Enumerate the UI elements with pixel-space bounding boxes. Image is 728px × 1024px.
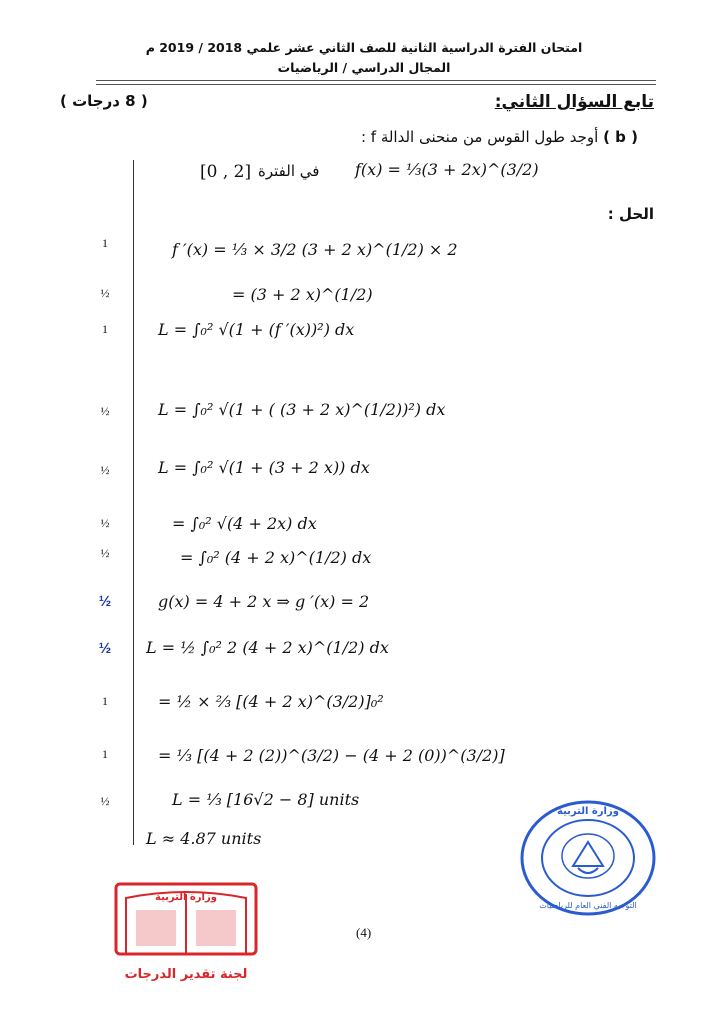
- solution-line-6: = ∫₀² √(4 + 2x) dx: [172, 514, 317, 533]
- part-b-text: أوجد طول القوس من منحنى الدالة f :: [360, 128, 599, 146]
- solution-line-1: f ′(x) = ⅓ × 3/2 (3 + 2 x)^(1/2) × 2: [172, 240, 458, 259]
- mark-9-handwritten: ½: [98, 640, 112, 657]
- solution-line-7: = ∫₀² (4 + 2 x)^(1/2) dx: [180, 548, 372, 567]
- exam-header-line2: المجال الدراسي / الرياضيات: [277, 60, 451, 75]
- grade-label: ( 8 درجات ): [60, 92, 148, 110]
- mark-6: ½: [100, 516, 110, 530]
- ministry-seal-stamp: [518, 798, 658, 918]
- function-definition: f(x) = ⅓(3 + 2x)^(3/2): [355, 160, 539, 179]
- mark-2: ½: [100, 286, 110, 300]
- mark-5: ½: [100, 463, 110, 477]
- mark-3: 1: [102, 322, 108, 336]
- mark-11: 1: [102, 747, 108, 761]
- mark-12: ½: [100, 794, 110, 808]
- mark-10: 1: [102, 694, 108, 708]
- solution-line-2: = (3 + 2 x)^(1/2): [232, 285, 373, 304]
- part-b-prompt: [361, 128, 638, 146]
- header-rule: [96, 80, 656, 81]
- mark-1: 1: [102, 236, 108, 250]
- solution-line-9: L = ½ ∫₀² 2 (4 + 2 x)^(1/2) dx: [146, 638, 389, 657]
- svg-text:التوجيه الفني العام للرياضيات: التوجيه الفني العام للرياضيات: [539, 901, 637, 910]
- solution-line-10: = ½ × ⅔ [(4 + 2 x)^(3/2)]₀²: [158, 692, 384, 711]
- header-rule-2: [96, 84, 656, 85]
- solution-label: الحل :: [607, 205, 654, 223]
- page-number: (4): [356, 925, 372, 940]
- mark-4: ½: [100, 404, 110, 418]
- solution-line-5: L = ∫₀² √(1 + (3 + 2 x)) dx: [158, 458, 370, 477]
- svg-text:وزارة التربية: وزارة التربية: [155, 892, 217, 903]
- mark-8-handwritten: ½: [98, 593, 112, 610]
- question-title: تابع السؤال الثاني:: [494, 92, 654, 112]
- solution-line-4: L = ∫₀² √(1 + ( (3 + 2 x)^(1/2))²) dx: [158, 400, 446, 419]
- svg-text:وزارة التربية: وزارة التربية: [557, 806, 619, 817]
- grading-committee-stamp: [96, 878, 276, 988]
- solution-line-8: g(x) = 4 + 2 x ⇒ g ′(x) = 2: [158, 592, 370, 611]
- solution-line-11: = ⅓ [(4 + 2 (2))^(3/2) − (4 + 2 (0))^(3/2)]: [158, 746, 505, 765]
- svg-text:لجنة تقدير الدرجات: لجنة تقدير الدرجات: [124, 967, 248, 982]
- margin-line: [133, 160, 134, 845]
- solution-line-3: L = ∫₀² √(1 + (f ′(x))²) dx: [158, 320, 355, 339]
- mark-7: ½: [100, 546, 110, 560]
- solution-line-12: L = ⅓ [16√2 − 8] units: [172, 790, 360, 809]
- interval-label: في الفترة: [258, 162, 320, 180]
- part-b-label: ( b ): [603, 128, 638, 146]
- exam-header-line1: امتحان الفترة الدراسية الثانية للصف الثاني عشر علمي 2018 / 2019 م: [145, 40, 583, 55]
- solution-line-13: L ≈ 4.87 units: [146, 829, 262, 848]
- interval-value: [0 , 2]: [200, 162, 252, 182]
